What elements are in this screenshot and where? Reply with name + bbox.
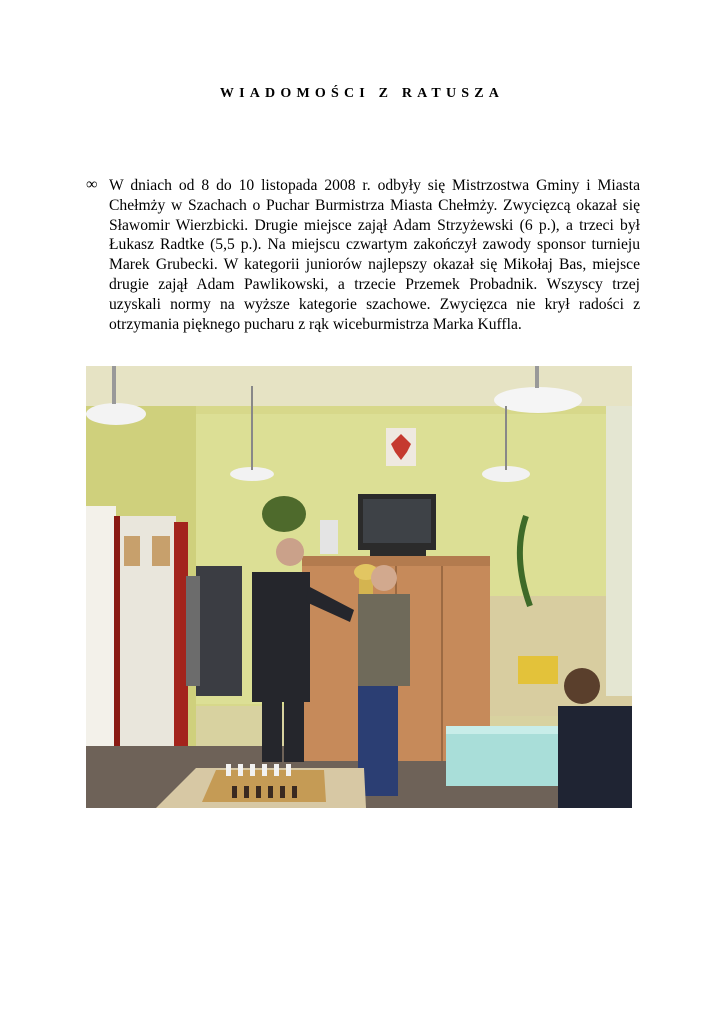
trophy-ceremony-photo xyxy=(86,366,632,808)
article-paragraph: W dniach od 8 do 10 listopada 2008 r. odbyły się Mistrzostwa Gminy i Miasta Chełmży w Szachach o Puchar Burmistrza Miasta Chełmży. Zwycięzcą okazał się Sławomir Wierzbicki. Drugie miejsce zajął Adam Strzyżewski (6 p.), a trzeci był Łukasz Radtke (5,5 p.). Na miejscu czwartym zakończył zawody sponsor turnieju Marek Grubecki. W kategorii juniorów najlepszy okazał się Mikołaj Bas, miejsce drugie zajął Adam Pawlikowski, a trzecie Przemek Probadnik. Wszyscy trzej uzyskali normy na wyższe kategorie szachowe. Zwycięzca nie krył radości z otrzymania pięknego pucharu z rąk wiceburmistrza Marka Kuffla. xyxy=(109,177,640,333)
infinity-bullet-icon: ∞ xyxy=(86,176,98,193)
page-title: WIADOMOŚCI Z RATUSZA xyxy=(219,86,505,101)
